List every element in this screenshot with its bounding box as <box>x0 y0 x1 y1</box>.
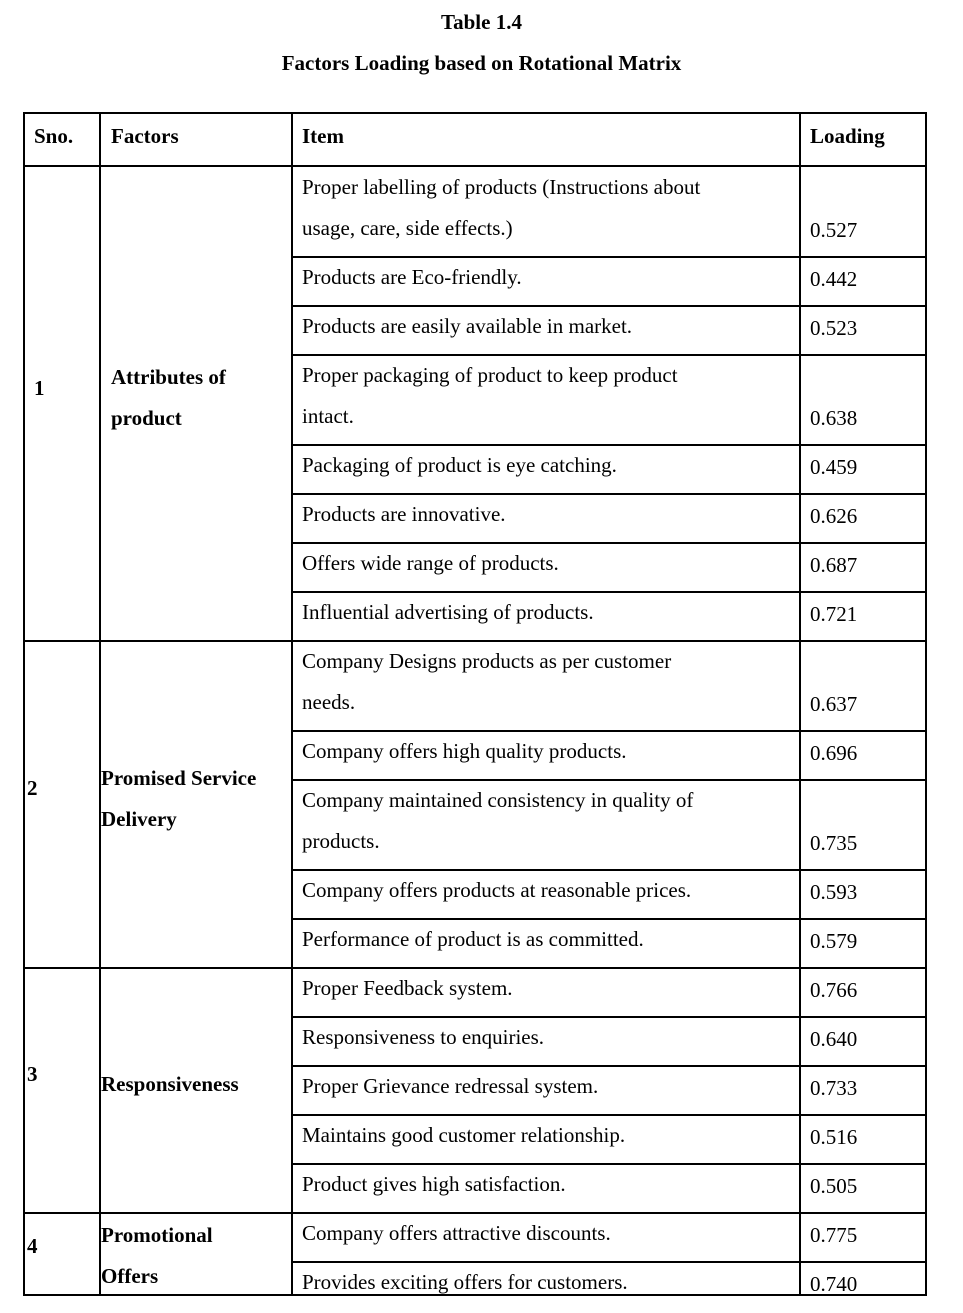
item-text: Offers wide range of products. <box>302 551 559 575</box>
item-text: Proper Feedback system. <box>302 976 513 1000</box>
item-text: Proper labelling of products (Instructions about <box>302 175 701 199</box>
loading-value: 0.775 <box>810 1223 858 1247</box>
item-text: Company offers attractive discounts. <box>302 1221 611 1245</box>
loading-value: 0.516 <box>810 1125 858 1149</box>
serial-number: 2 <box>27 776 38 800</box>
loading-value: 0.766 <box>810 978 858 1002</box>
header-sno: Sno. <box>34 124 74 148</box>
loading-value: 0.637 <box>810 692 858 716</box>
item-text: usage, care, side effects.) <box>302 216 513 240</box>
item-text: Products are Eco-friendly. <box>302 265 522 289</box>
loading-value: 0.638 <box>810 406 858 430</box>
factor-name: Delivery <box>101 806 177 831</box>
item-text: Company maintained consistency in quality of <box>302 788 694 812</box>
item-text: Provides exciting offers for customers. <box>302 1270 628 1294</box>
loading-value: 0.593 <box>810 880 858 904</box>
item-text: Product gives high satisfaction. <box>302 1172 566 1196</box>
item-text: Maintains good customer relationship. <box>302 1123 626 1147</box>
item-text: products. <box>302 829 380 853</box>
loading-value: 0.626 <box>810 504 858 528</box>
item-text: Packaging of product is eye catching. <box>302 453 617 477</box>
header-item: Item <box>302 124 344 148</box>
loading-value: 0.733 <box>810 1076 858 1100</box>
column-divider <box>291 114 293 1294</box>
serial-number: 4 <box>27 1233 38 1258</box>
factor-name: Promised Service <box>101 765 257 790</box>
loading-value: 0.740 <box>810 1272 858 1296</box>
factor-loading-table <box>23 112 927 1296</box>
column-divider <box>799 114 801 1294</box>
factor-name: Offers <box>101 1264 159 1288</box>
header-factors: Factors <box>111 124 179 148</box>
loading-value: 0.527 <box>810 218 858 242</box>
item-text: Products are innovative. <box>302 502 506 526</box>
item-text: Company offers products at reasonable prices. <box>302 878 692 902</box>
loading-value: 0.735 <box>810 831 858 855</box>
item-text: Proper Grievance redressal system. <box>302 1074 599 1098</box>
item-text: Company Designs products as per customer <box>302 649 672 673</box>
table-subtitle: Factors Loading based on Rotational Matrix <box>281 51 682 75</box>
item-text: Company offers high quality products. <box>302 739 627 763</box>
item-text: Products are easily available in market. <box>302 314 633 338</box>
loading-value: 0.640 <box>810 1027 858 1051</box>
factor-name: product <box>111 406 182 430</box>
loading-value: 0.523 <box>810 316 858 340</box>
column-divider <box>99 114 101 1294</box>
item-text: intact. <box>302 404 354 428</box>
loading-value: 0.579 <box>810 929 858 953</box>
item-text: Proper packaging of product to keep product <box>302 363 678 387</box>
factor-name: Attributes of <box>111 365 226 389</box>
factor-name: Responsiveness <box>101 1072 239 1096</box>
loading-value: 0.442 <box>810 267 858 291</box>
item-text: needs. <box>302 690 356 714</box>
item-text: Responsiveness to enquiries. <box>302 1025 545 1049</box>
serial-number: 3 <box>27 1062 38 1086</box>
serial-number: 1 <box>34 375 45 400</box>
loading-value: 0.505 <box>810 1174 858 1198</box>
item-text: Influential advertising of products. <box>302 600 594 624</box>
loading-value: 0.459 <box>810 455 858 479</box>
loading-value: 0.696 <box>810 741 858 765</box>
loading-value: 0.721 <box>810 602 858 626</box>
table-title: Table 1.4 <box>441 10 522 34</box>
factor-name: Promotional <box>101 1223 213 1247</box>
header-loading: Loading <box>810 124 885 148</box>
item-text: Performance of product is as committed. <box>302 927 644 951</box>
loading-value: 0.687 <box>810 553 858 577</box>
